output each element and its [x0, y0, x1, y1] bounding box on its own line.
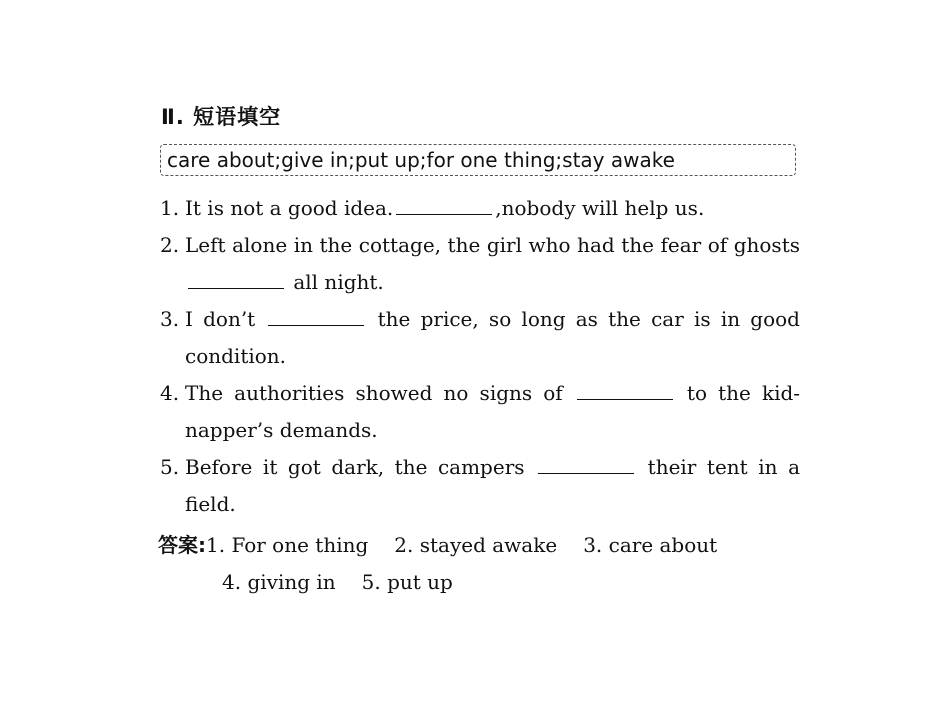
word-bank-box: care about;give in;put up;for one thing;stay awake	[160, 144, 796, 176]
question-number: 3.	[160, 307, 180, 331]
question-text-after: the price, so long as the car is in good condition.	[185, 307, 800, 368]
answer-blank[interactable]	[268, 307, 364, 326]
question-item	[160, 375, 800, 449]
answer-blank[interactable]	[188, 270, 284, 289]
question-text-after: to the kid-napper’s demands.	[185, 381, 801, 442]
answer-item: 1. For one thing	[206, 533, 369, 557]
question-text-after: all night.	[293, 270, 384, 294]
question-number: 1.	[160, 196, 180, 220]
question-text-before: Before it got dark, the campers	[185, 455, 525, 479]
answer-item: 3. care about	[583, 533, 718, 557]
question-text-before: The authorities showed no signs of	[185, 381, 563, 405]
answer-blank[interactable]	[577, 381, 673, 400]
question-item	[160, 190, 800, 227]
answer-line	[158, 527, 717, 564]
answer-item: 4. giving in	[222, 570, 336, 594]
question-number: 4.	[160, 381, 180, 405]
question-item	[160, 449, 800, 523]
question-item	[160, 301, 800, 375]
question-text-before: It is not a good idea.	[185, 196, 394, 220]
question-number: 2.	[160, 233, 180, 257]
answer-blank[interactable]	[538, 455, 634, 474]
question-item	[160, 227, 800, 301]
question-text-after: their tent in a field.	[185, 455, 801, 516]
answer-label: 答案:	[158, 533, 206, 557]
question-text-after: ,nobody will help us.	[495, 196, 705, 220]
question-number: 5.	[160, 455, 180, 479]
question-text-before: Left alone in the cottage, the girl who had the fear of ghosts	[185, 233, 800, 257]
answer-item: 5. put up	[361, 570, 453, 594]
question-list	[160, 190, 800, 523]
section-title: Ⅱ. 短语填空	[161, 105, 282, 129]
question-text-before: I don’t	[185, 307, 256, 331]
answer-item: 2. stayed awake	[394, 533, 558, 557]
answer-line	[158, 564, 717, 601]
answer-key	[158, 527, 717, 601]
answer-blank[interactable]	[396, 196, 492, 215]
